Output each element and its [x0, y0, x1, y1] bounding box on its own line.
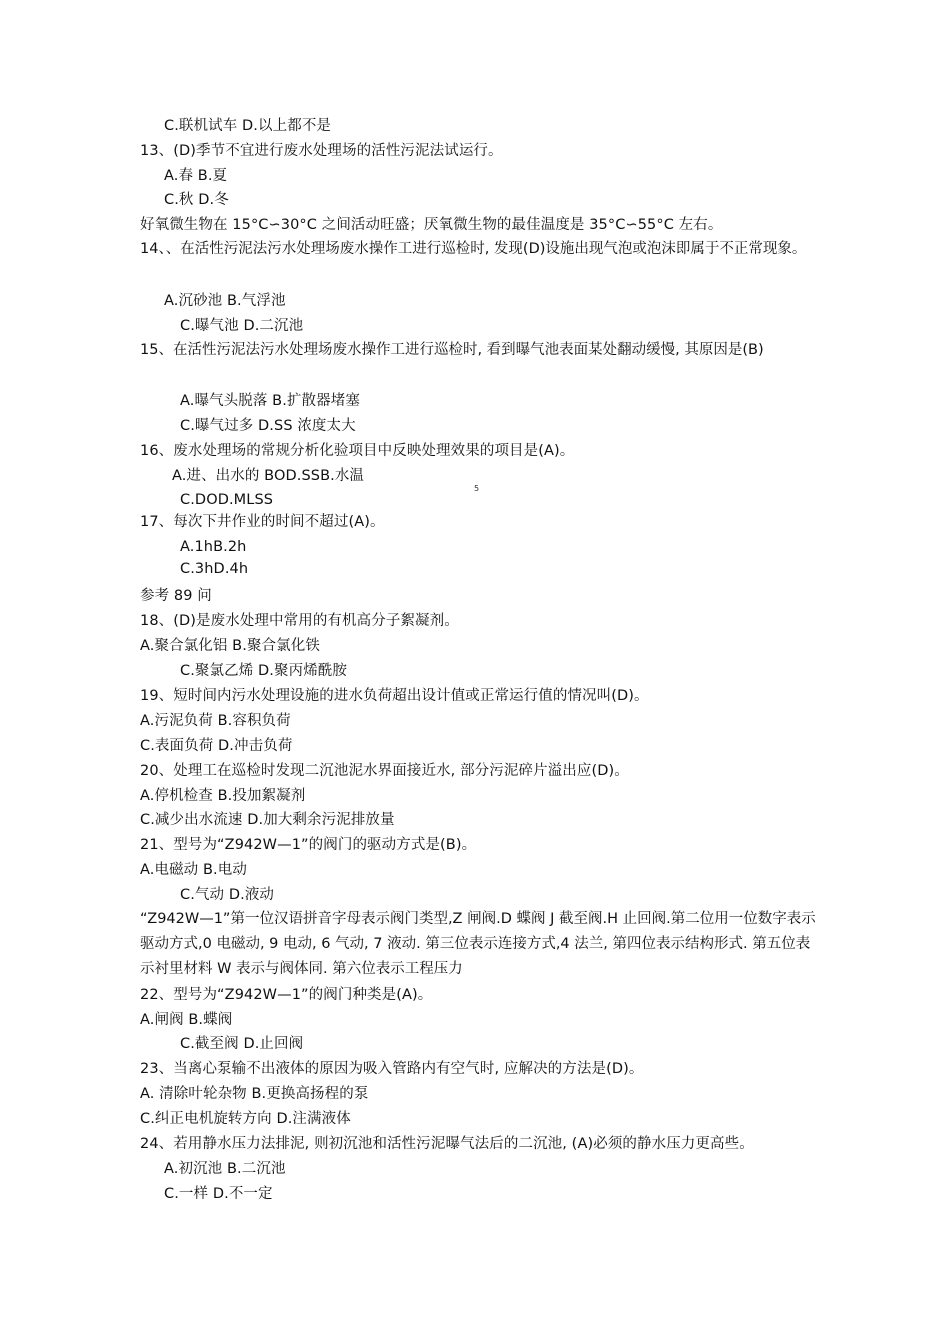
option-line: A.聚合氯化铝 B.聚合氯化铁 [140, 638, 320, 654]
option-line: A.春 B.夏 [164, 168, 228, 184]
option-line: A.进、出水的 BOD.SSB.水温 [172, 468, 365, 484]
option-line: C.聚氯乙烯 D.聚丙烯酰胺 [180, 663, 348, 679]
reference-line: 参考 89 问 [140, 588, 212, 604]
option-line: C.曝气过多 D.SS 浓度太大 [180, 418, 356, 434]
question-21: 21、型号为“Z942W—1”的阀门的驱动方式是(B)。 [140, 837, 477, 853]
option-line: C.曝气池 D.二沉池 [180, 318, 304, 334]
option-line: C.纠正电机旋转方向 D.注满液体 [140, 1111, 351, 1127]
note-line: 好氧微生物在 15°C∽30°C 之间活动旺盛；厌氧微生物的最佳温度是 35°C∽55°C 左右。 [140, 217, 723, 233]
option-line: A. 清除叶轮杂物 B.更换高扬程的泵 [140, 1086, 369, 1102]
question-15: 15、在活性污泥法污水处理场废水操作工进行巡检时, 看到曝气池表面某处翻动缓慢, 其原因是(B) [140, 342, 764, 358]
page-number: 5 [474, 484, 480, 493]
valve-note: “Z942W—1”第一位汉语拼音字母表示阀门类型,Z 闸阀.D 蝶阀 J 截至阀.H 止回阀.第二位用一位数字表示驱动方式,0 电磁动, 9 电动, 6 气动, 7 液动. 第三位表示连接方式,4 法兰, 第四位表示结构形式. 第五位表示衬里材料 W 表示与阀体同. 第六位表示工程压力 [140, 911, 816, 977]
question-14: 14、、在活性污泥法污水处理场废水操作工进行巡检时, 发现(D)设施出现气泡或泡沫即属于不正常现象。 [140, 241, 807, 257]
question-20: 20、处理工在巡检时发现二沉池泥水界面接近水, 部分污泥碎片溢出应(D)。 [140, 763, 629, 779]
option-line: C.秋 D.冬 [164, 192, 229, 208]
question-23: 23、当离心泵输不出液体的原因为吸入管路内有空气时, 应解决的方法是(D)。 [140, 1061, 644, 1077]
question-22: 22、型号为“Z942W—1”的阀门种类是(A)。 [140, 987, 433, 1003]
question-16: 16、废水处理场的常规分析化验项目中反映处理效果的项目是(A)。 [140, 443, 575, 459]
option-line: A.曝气头脱落 B.扩散器堵塞 [180, 393, 360, 409]
option-line: C.一样 D.不一定 [164, 1186, 273, 1202]
option-line: A.初沉池 B.二沉池 [164, 1161, 286, 1177]
question-13: 13、(D)季节不宜进行废水处理场的活性污泥法试运行。 [140, 143, 503, 159]
question-18: 18、(D)是废水处理中常用的有机高分子絮凝剂。 [140, 613, 459, 629]
option-line: C.截至阀 D.止回阀 [180, 1036, 304, 1052]
option-line: A.闸阀 B.蝶阀 [140, 1012, 233, 1028]
option-line: C.减少出水流速 D.加大剩余污泥排放量 [140, 812, 395, 828]
option-line: C.3hD.4h [180, 561, 249, 577]
question-24: 24、若用静水压力法排泥, 则初沉池和活性污泥曝气法后的二沉池, (A)必须的静水压力更高些。 [140, 1136, 754, 1152]
option-line: C.DOD.MLSS [180, 492, 274, 508]
option-line: A.电磁动 B.电动 [140, 862, 247, 878]
option-line: C.气动 D.液动 [180, 887, 275, 903]
question-19: 19、短时间内污水处理设施的进水负荷超出设计值或正常运行值的情况叫(D)。 [140, 688, 649, 704]
option-line: C.表面负荷 D.冲击负荷 [140, 738, 293, 754]
option-line: A.1hB.2h [180, 539, 247, 555]
text-line: C.联机试车 D.以上都不是 [164, 118, 332, 134]
question-17: 17、每次下井作业的时间不超过(A)。 [140, 514, 385, 530]
option-line: A.污泥负荷 B.容积负荷 [140, 713, 291, 729]
option-line: A.停机检查 B.投加絮凝剂 [140, 788, 306, 804]
option-line: A.沉砂池 B.气浮池 [164, 293, 286, 309]
